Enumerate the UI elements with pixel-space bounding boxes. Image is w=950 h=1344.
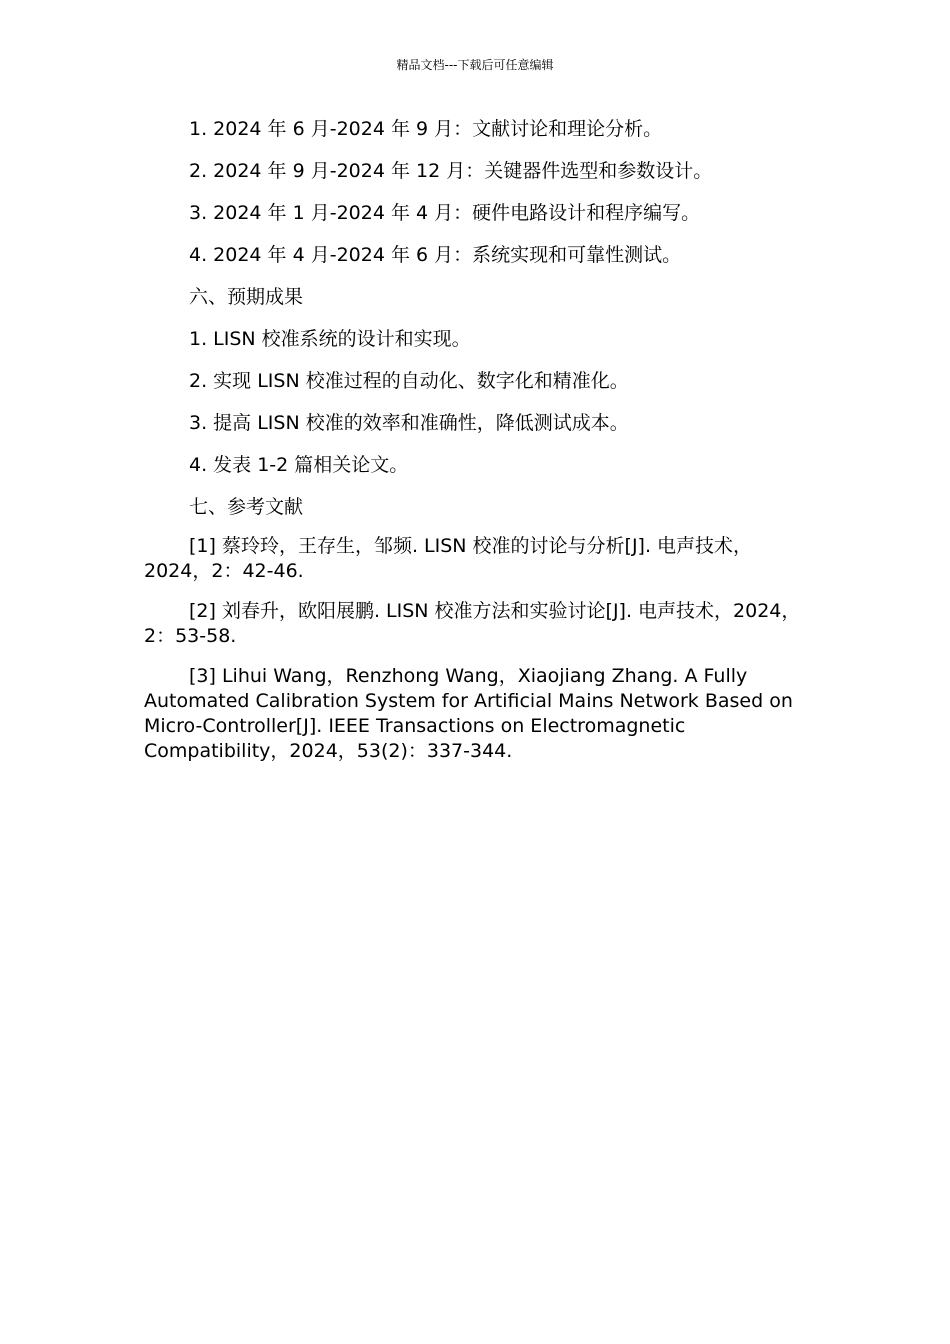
- schedule-item-2: 2. 2024 年 9 月-2024 年 12 月：关键器件选型和参数设计。: [189, 160, 713, 182]
- expected-result-4: 4. 发表 1-2 篇相关论文。: [189, 454, 409, 476]
- reference-1: [1] 蔡玲玲，王存生，邹频. LISN 校准的讨论与分析[J]. 电声技术，2024，2：42-46.: [144, 535, 753, 582]
- expected-result-3: 3. 提高 LISN 校准的效率和准确性，降低测试成本。: [189, 412, 629, 434]
- section-heading-expected-results: 六、预期成果: [189, 286, 304, 308]
- schedule-item-3: 3. 2024 年 1 月-2024 年 4 月：硬件电路设计和程序编写。: [189, 202, 701, 224]
- expected-result-2: 2. 实现 LISN 校准过程的自动化、数字化和精准化。: [189, 370, 629, 392]
- reference-3: [3] Lihui Wang，Renzhong Wang，Xiaojiang Zhang. A Fully Automated Calibration System for Artificial Mains Network Based on Micro-Controller[J]. IEEE Transactions on Electromagnetic Compatibility，2024，53(2)：337-344.: [144, 665, 793, 762]
- schedule-item-1: 1. 2024 年 6 月-2024 年 9 月：文献讨论和理论分析。: [189, 118, 663, 140]
- document-body: [144, 114, 816, 779]
- page-header: 精品文档---下载后可任意编辑: [396, 58, 554, 72]
- schedule-item-4: 4. 2024 年 4 月-2024 年 6 月：系统实现和可靠性测试。: [189, 244, 682, 266]
- section-heading-references: 七、参考文献: [189, 496, 304, 518]
- reference-2: [2] 刘春升，欧阳展鹏. LISN 校准方法和实验讨论[J]. 电声技术，2024，2：53-58.: [144, 600, 801, 647]
- expected-result-1: 1. LISN 校准系统的设计和实现。: [189, 328, 471, 350]
